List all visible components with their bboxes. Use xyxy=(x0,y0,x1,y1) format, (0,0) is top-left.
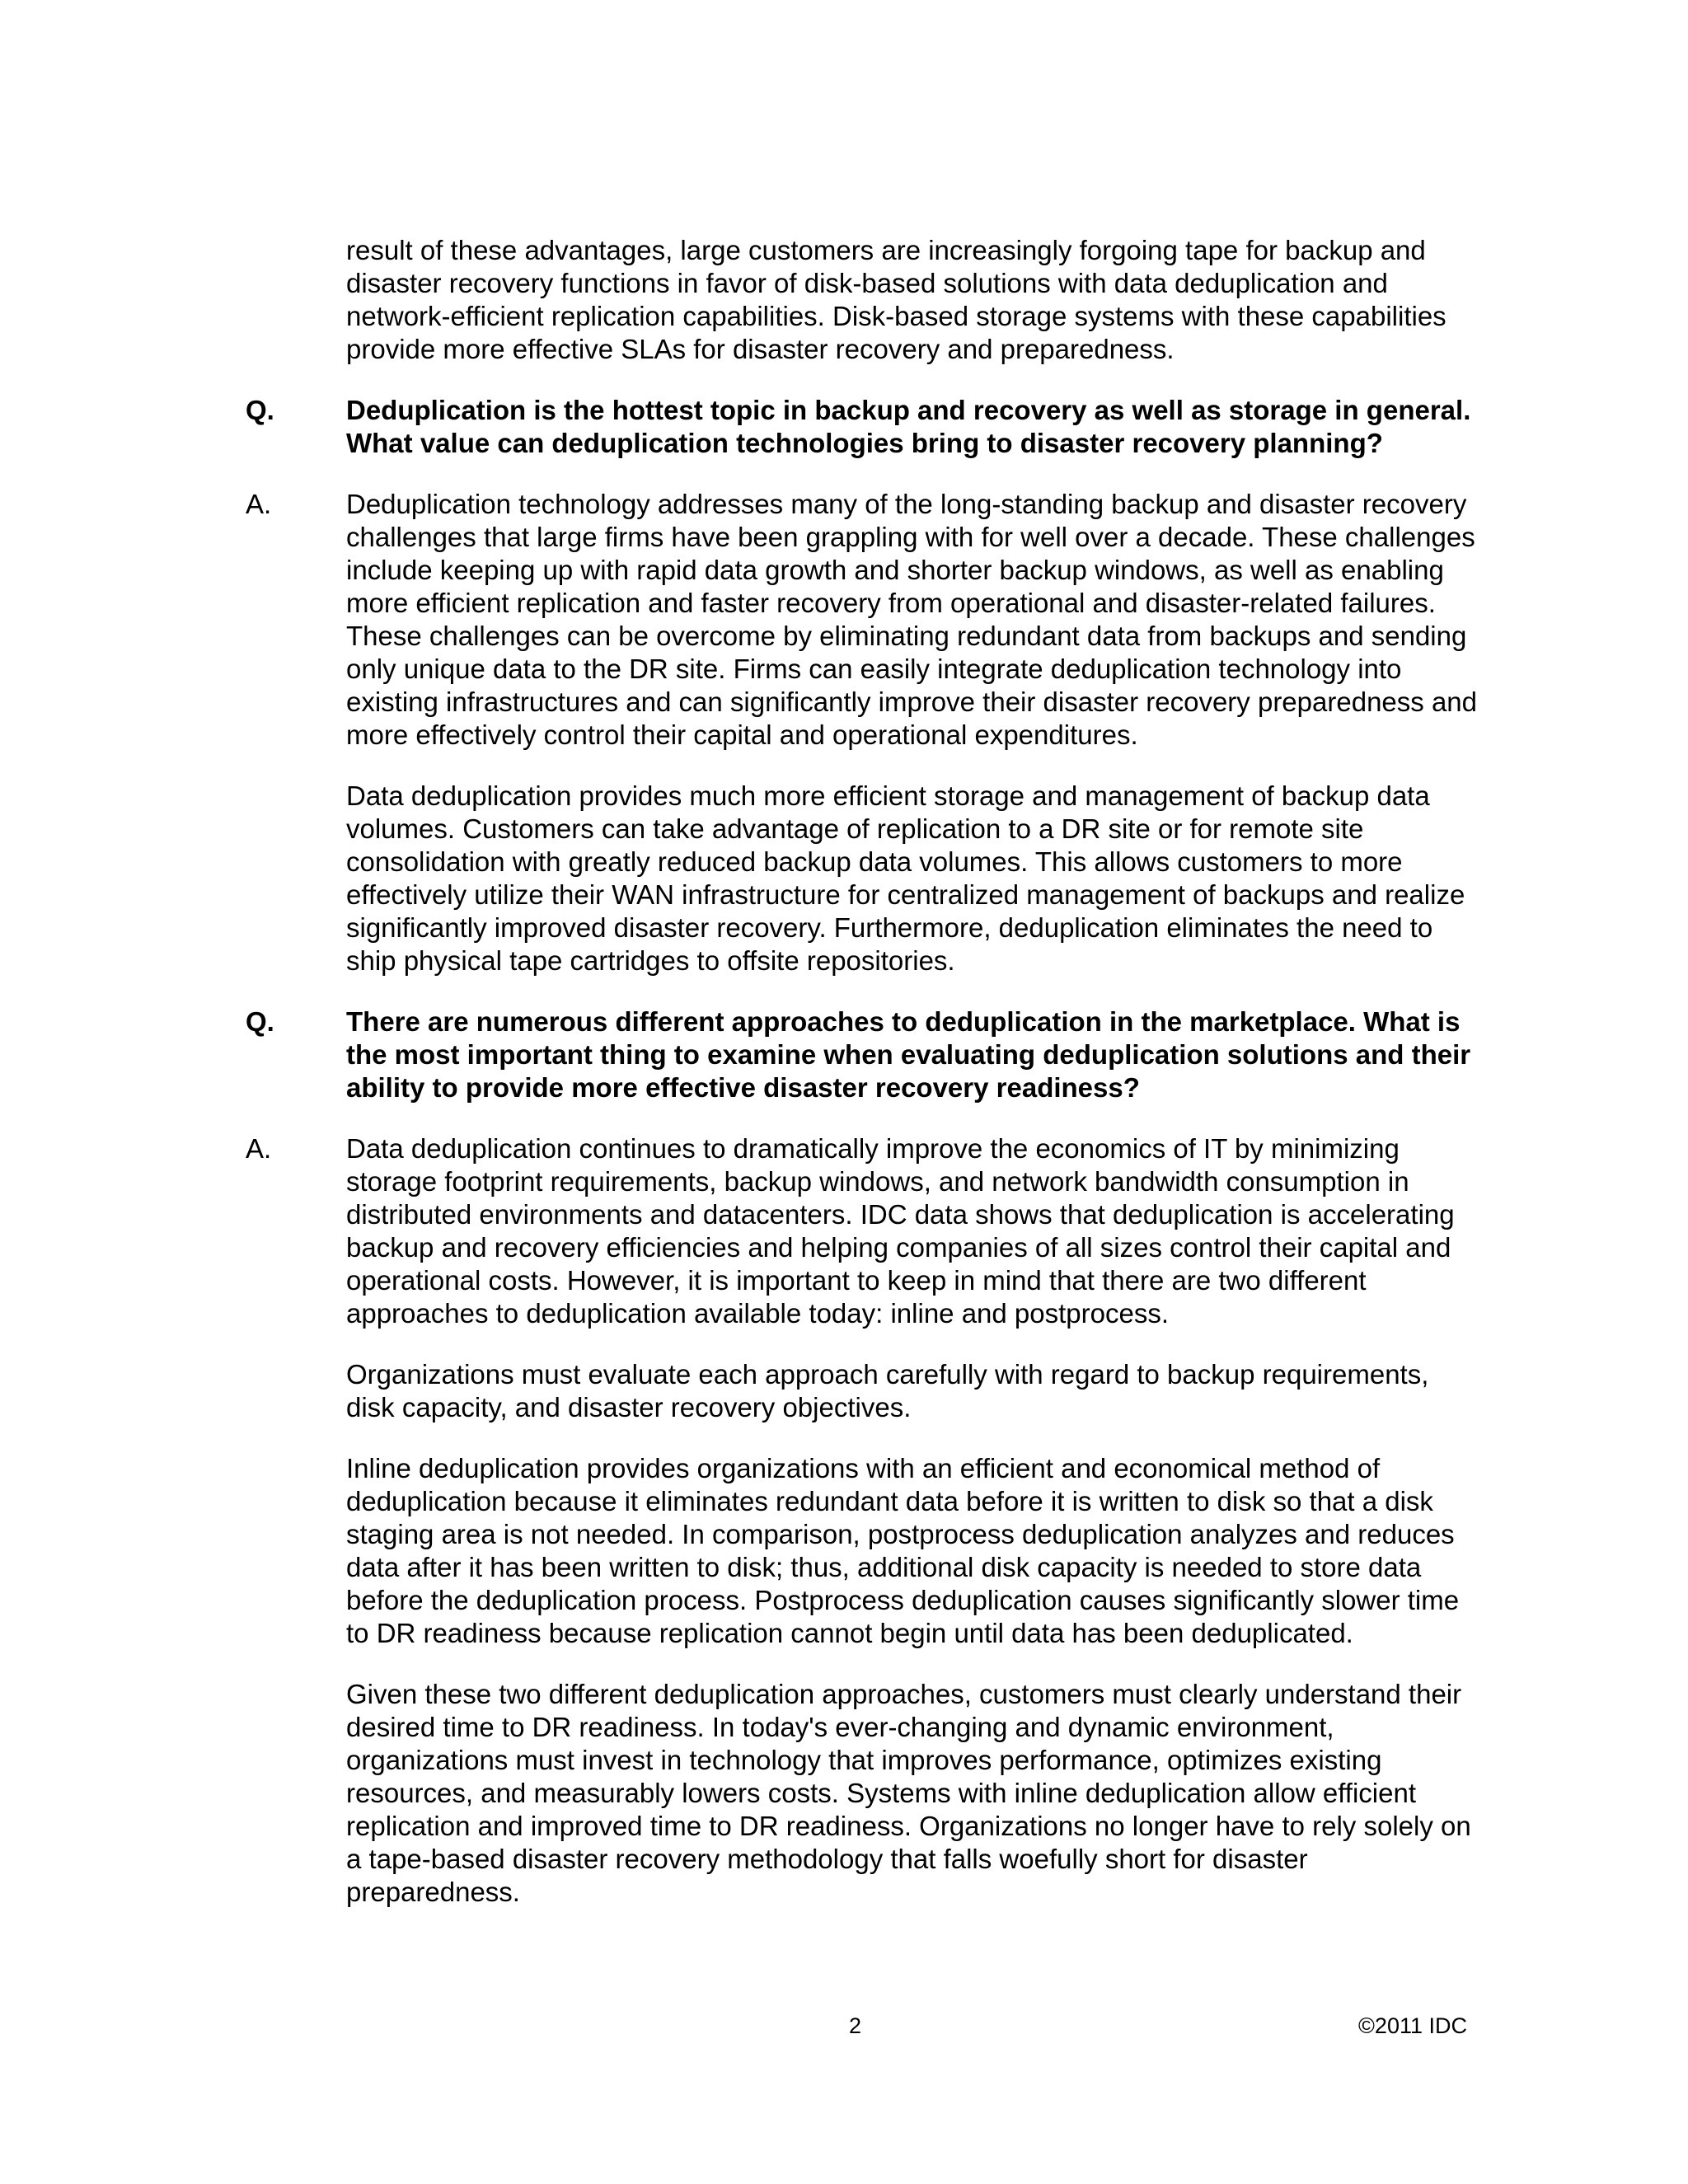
question-label: Q. xyxy=(246,1006,274,1037)
answer-label: A. xyxy=(246,489,272,519)
answer-paragraph: Given these two different deduplication approaches, customers must clearly understand their desired time to DR readiness. In today's ever-changing and dynamic environment, organizations must invest in technology that improves performance, optimizes existing resources, and measurably lowers costs. Systems with inline deduplication allow efficient replication and improved time to DR readiness. Organizations no longer have to rely solely on a tape-based disaster recovery methodology that falls woefully short for disaster preparedness. xyxy=(346,1679,1471,1907)
page-number: 2 xyxy=(849,2013,862,2038)
question-1 xyxy=(246,394,1482,460)
answer-1 xyxy=(246,488,1482,977)
answer-paragraph: Deduplication technology addresses many of the long-standing backup and disaster recovery challenges that large firms have been grappling with for well over a decade. These challenges include keeping up with rapid data growth and shorter backup windows, as well as enabling more efficient replication and faster recovery from operational and disaster-related failures. These challenges can be overcome by eliminating redundant data from backups and sending only unique data to the DR site. Firms can easily integrate deduplication technology into existing infrastructures and can significantly improve their disaster recovery preparedness and more effectively control their capital and operational expenditures. xyxy=(346,489,1477,750)
question-label: Q. xyxy=(246,395,274,425)
answer-paragraph: Inline deduplication provides organizations with an efficient and economical method of deduplication because it eliminates redundant data before it is written to disk so that a disk staging area is not needed. In comparison, postprocess deduplication analyzes and reduces data after it has been written to disk; thus, additional disk capacity is needed to store data before the deduplication process. Postprocess deduplication causes significantly slower time to DR readiness because replication cannot begin until data has been deduplicated. xyxy=(346,1453,1460,1648)
answer-paragraph: Data deduplication continues to dramatically improve the economics of IT by minimizing storage footprint requirements, backup windows, and network bandwidth consumption in distributed environments and datacenters. IDC data shows that deduplication is accelerating backup and recovery efficiencies and helping companies of all sizes control their capital and operational costs. However, it is important to keep in mind that there are two different approaches to deduplication available today: inline and postprocess. xyxy=(346,1133,1455,1329)
document-content xyxy=(246,234,1482,1937)
answer-2 xyxy=(246,1132,1482,1909)
question-text: Deduplication is the hottest topic in backup and recovery as well as storage in general. What value can deduplication technologies bring to disaster recovery planning? xyxy=(346,395,1471,458)
intro-paragraph: result of these advantages, large customers are increasingly forgoing tape for backup and disaster recovery functions in favor of disk-based solutions with data deduplication and network-efficient replication capabilities. Disk-based storage systems with these capabilities provide more effective SLAs for disaster recovery and preparedness. xyxy=(346,235,1447,364)
question-2 xyxy=(246,1005,1482,1104)
copyright-notice: ©2011 IDC xyxy=(1358,2013,1467,2038)
answer-label: A. xyxy=(246,1133,272,1164)
answer-paragraph: Organizations must evaluate each approach carefully with regard to backup requirements, disk capacity, and disaster recovery objectives. xyxy=(346,1359,1429,1422)
question-text: There are numerous different approaches to deduplication in the marketplace. What is the most important thing to examine when evaluating deduplication solutions and their ability to provide more effective disaster recovery readiness? xyxy=(346,1006,1471,1103)
answer-paragraph: Data deduplication provides much more efficient storage and management of backup data volumes. Customers can take advantage of replication to a DR site or for remote site consolidation with greatly reduced backup data volumes. This allows customers to more effectively utilize their WAN infrastructure for centralized management of backups and realize significantly improved disaster recovery. Furthermore, deduplication eliminates the need to ship physical tape cartridges to offsite repositories. xyxy=(346,780,1465,976)
